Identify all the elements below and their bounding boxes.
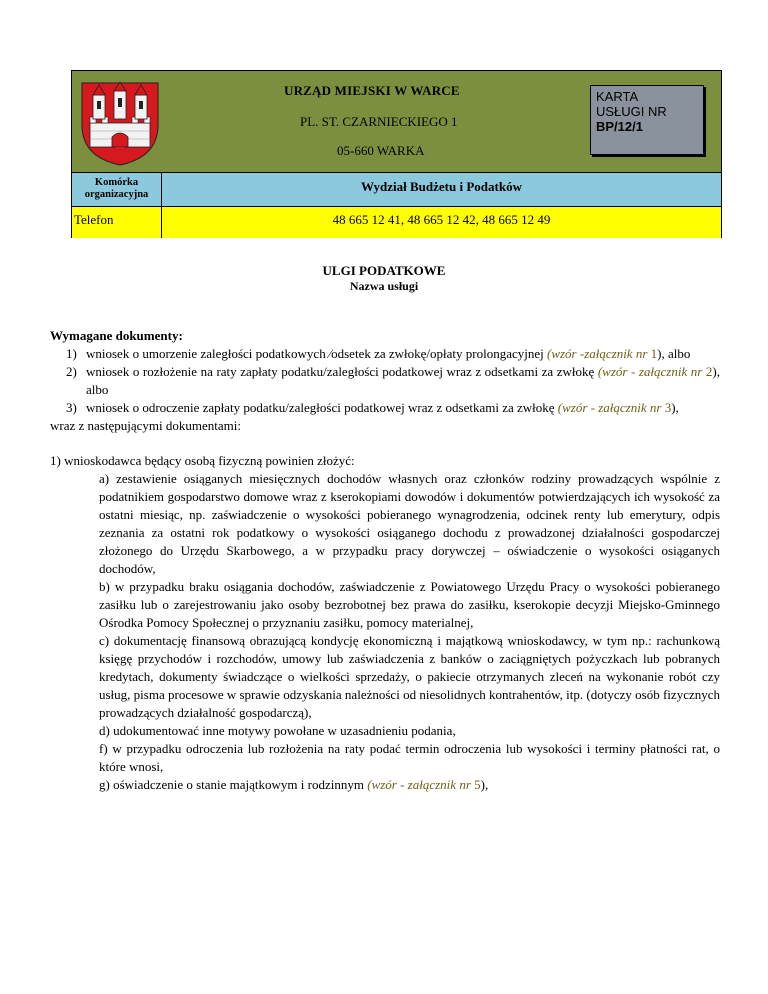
reference-number: 1 [650,346,658,361]
department-value: Wydział Budżetu i Podatków [361,179,522,194]
service-subtitle: Nazwa usługi [349,279,419,293]
reference-number: 3 [664,400,672,415]
requirement-b: b) w przypadku braku osiągania dochodów, zaświadczenie z Powiatowego Urzędu Pracy o wysokości pobieranego zasiłku lub o zarejestrowaniu jako osoby bezrobotnej bez prawa do zasiłku, kserokopie decyzji Miejsko-Gminnego Ośrodka Pomocy Społecznej o przyznaniu zasiłku, pomocy materialnej, [99,579,720,630]
requirement-g: g) oświadczenie o stanie majątkowym i rodzinnym (wzór - załącznik nr 5), [99,777,489,792]
requirement-f: f) w przypadku odroczenia lub rozłożenia na raty podać termin odroczenia lub wysokości i terminy płatności rat, o które wnosi, [99,741,720,774]
office-address: PL. ST. CZARNIECKIEGO 1 [300,114,458,129]
office-header-band [72,71,721,172]
required-documents-heading: Wymagane dokumenty: [50,328,183,343]
requirement-c: c) dokumentację finansową obrazującą kondycję ekonomiczną i majątkową wnioskodawcy, w tym np.: rachunkową księgę przychodów i rozchodów, umowy lub zaświadczenia z banków o zaciągniętych pożyczkach lub pobranych kredytach, dokumenty świadczące o wielkości sprzedaży, o pakiecie otrzymanych zleceń na wykonanie robót czy usług, pisma procesowe w sprawie odzyskania należności od niesolidnych kontrahentów, itp. (dotyczy osób fizycznych prowadzących działalność gospodarczą), [99,633,720,720]
department-label: Komórka organizacyjna [72,173,162,206]
reference-number: 2 [705,364,713,379]
list-marker: 2) [66,364,77,379]
reference-number: 5 [474,777,481,792]
natural-person-intro: 1) wnioskodawca będący osobą fizyczną powinien złożyć: [50,453,355,468]
list-item [50,399,720,417]
office-city: 05-660 WARKA [337,143,425,158]
requirement-d: d) udokumentować inne motywy powołane w uzasadnieniu podania, [99,723,456,738]
office-title: URZĄD MIEJSKI W WARCE [284,83,460,98]
list-item [50,363,720,399]
list-marker: 3) [66,400,77,415]
service-card-box [590,85,704,155]
phone-value: 48 665 12 41, 48 665 12 42, 48 665 12 49 [332,212,551,227]
documents-closing: wraz z następującymi dokumentami: [50,418,241,433]
list-item-text: wniosek o umorzenie zaległości podatkowych ⁄odsetek za zwłokę/opłaty prolongacyjnej (wzór -załącznik nr 1), albo [86,346,691,361]
list-item [50,345,720,363]
list-item-text: wniosek o odroczenie zapłaty podatku/zaległości podatkowej wraz z odsetkami za zwłokę (wzór - załącznik nr 3), [86,400,679,415]
card-label-line2: USŁUGI NR [596,104,667,119]
reference-text: (wzór - załącznik nr [367,777,475,792]
department-row [72,172,721,206]
requirement-a: a) zestawienie osiąganych miesięcznych dochodów własnych oraz członków rodziny prowadzących wspólnie z podatnikiem gospodarstwo domowe wraz z kserokopiami dowodów i dokumentów potwierdzających ich wysokość za ostatni miesiąc, np. zaświadczenie o wysokości pobieranego wynagrodzenia, odcinek renty lub emerytury, odpis zeznania za ostatni rok podatkowy o wysokości osiąganego dochodu z prowadzonej działalności gospodarczej złożonego do Urzędu Skarbowego, a w przypadku pracy dorywczej – oświadczenie o wysokości osiąganych dochodów, [99,471,720,576]
warka-crest-icon [78,79,162,167]
card-number: BP/12/1 [596,119,643,134]
list-item-text: wniosek o rozłożenie na raty zapłaty podatku/zaległości podatkowej wraz z odsetkami za zwłokę (wzór - załącznik nr 2), albo [86,364,721,397]
card-label-line1: KARTA [596,89,639,104]
header-block [71,70,722,238]
reference-text: (wzór - załącznik nr [557,400,665,415]
phone-row [72,206,721,238]
document-body [50,327,720,794]
phone-label: Telefon [72,207,162,238]
list-marker: 1) [66,346,77,361]
reference-text: (wzór -załącznik nr [547,346,651,361]
service-title: ULGI PODATKOWE [322,263,446,278]
reference-text: (wzór - załącznik nr [597,364,706,379]
